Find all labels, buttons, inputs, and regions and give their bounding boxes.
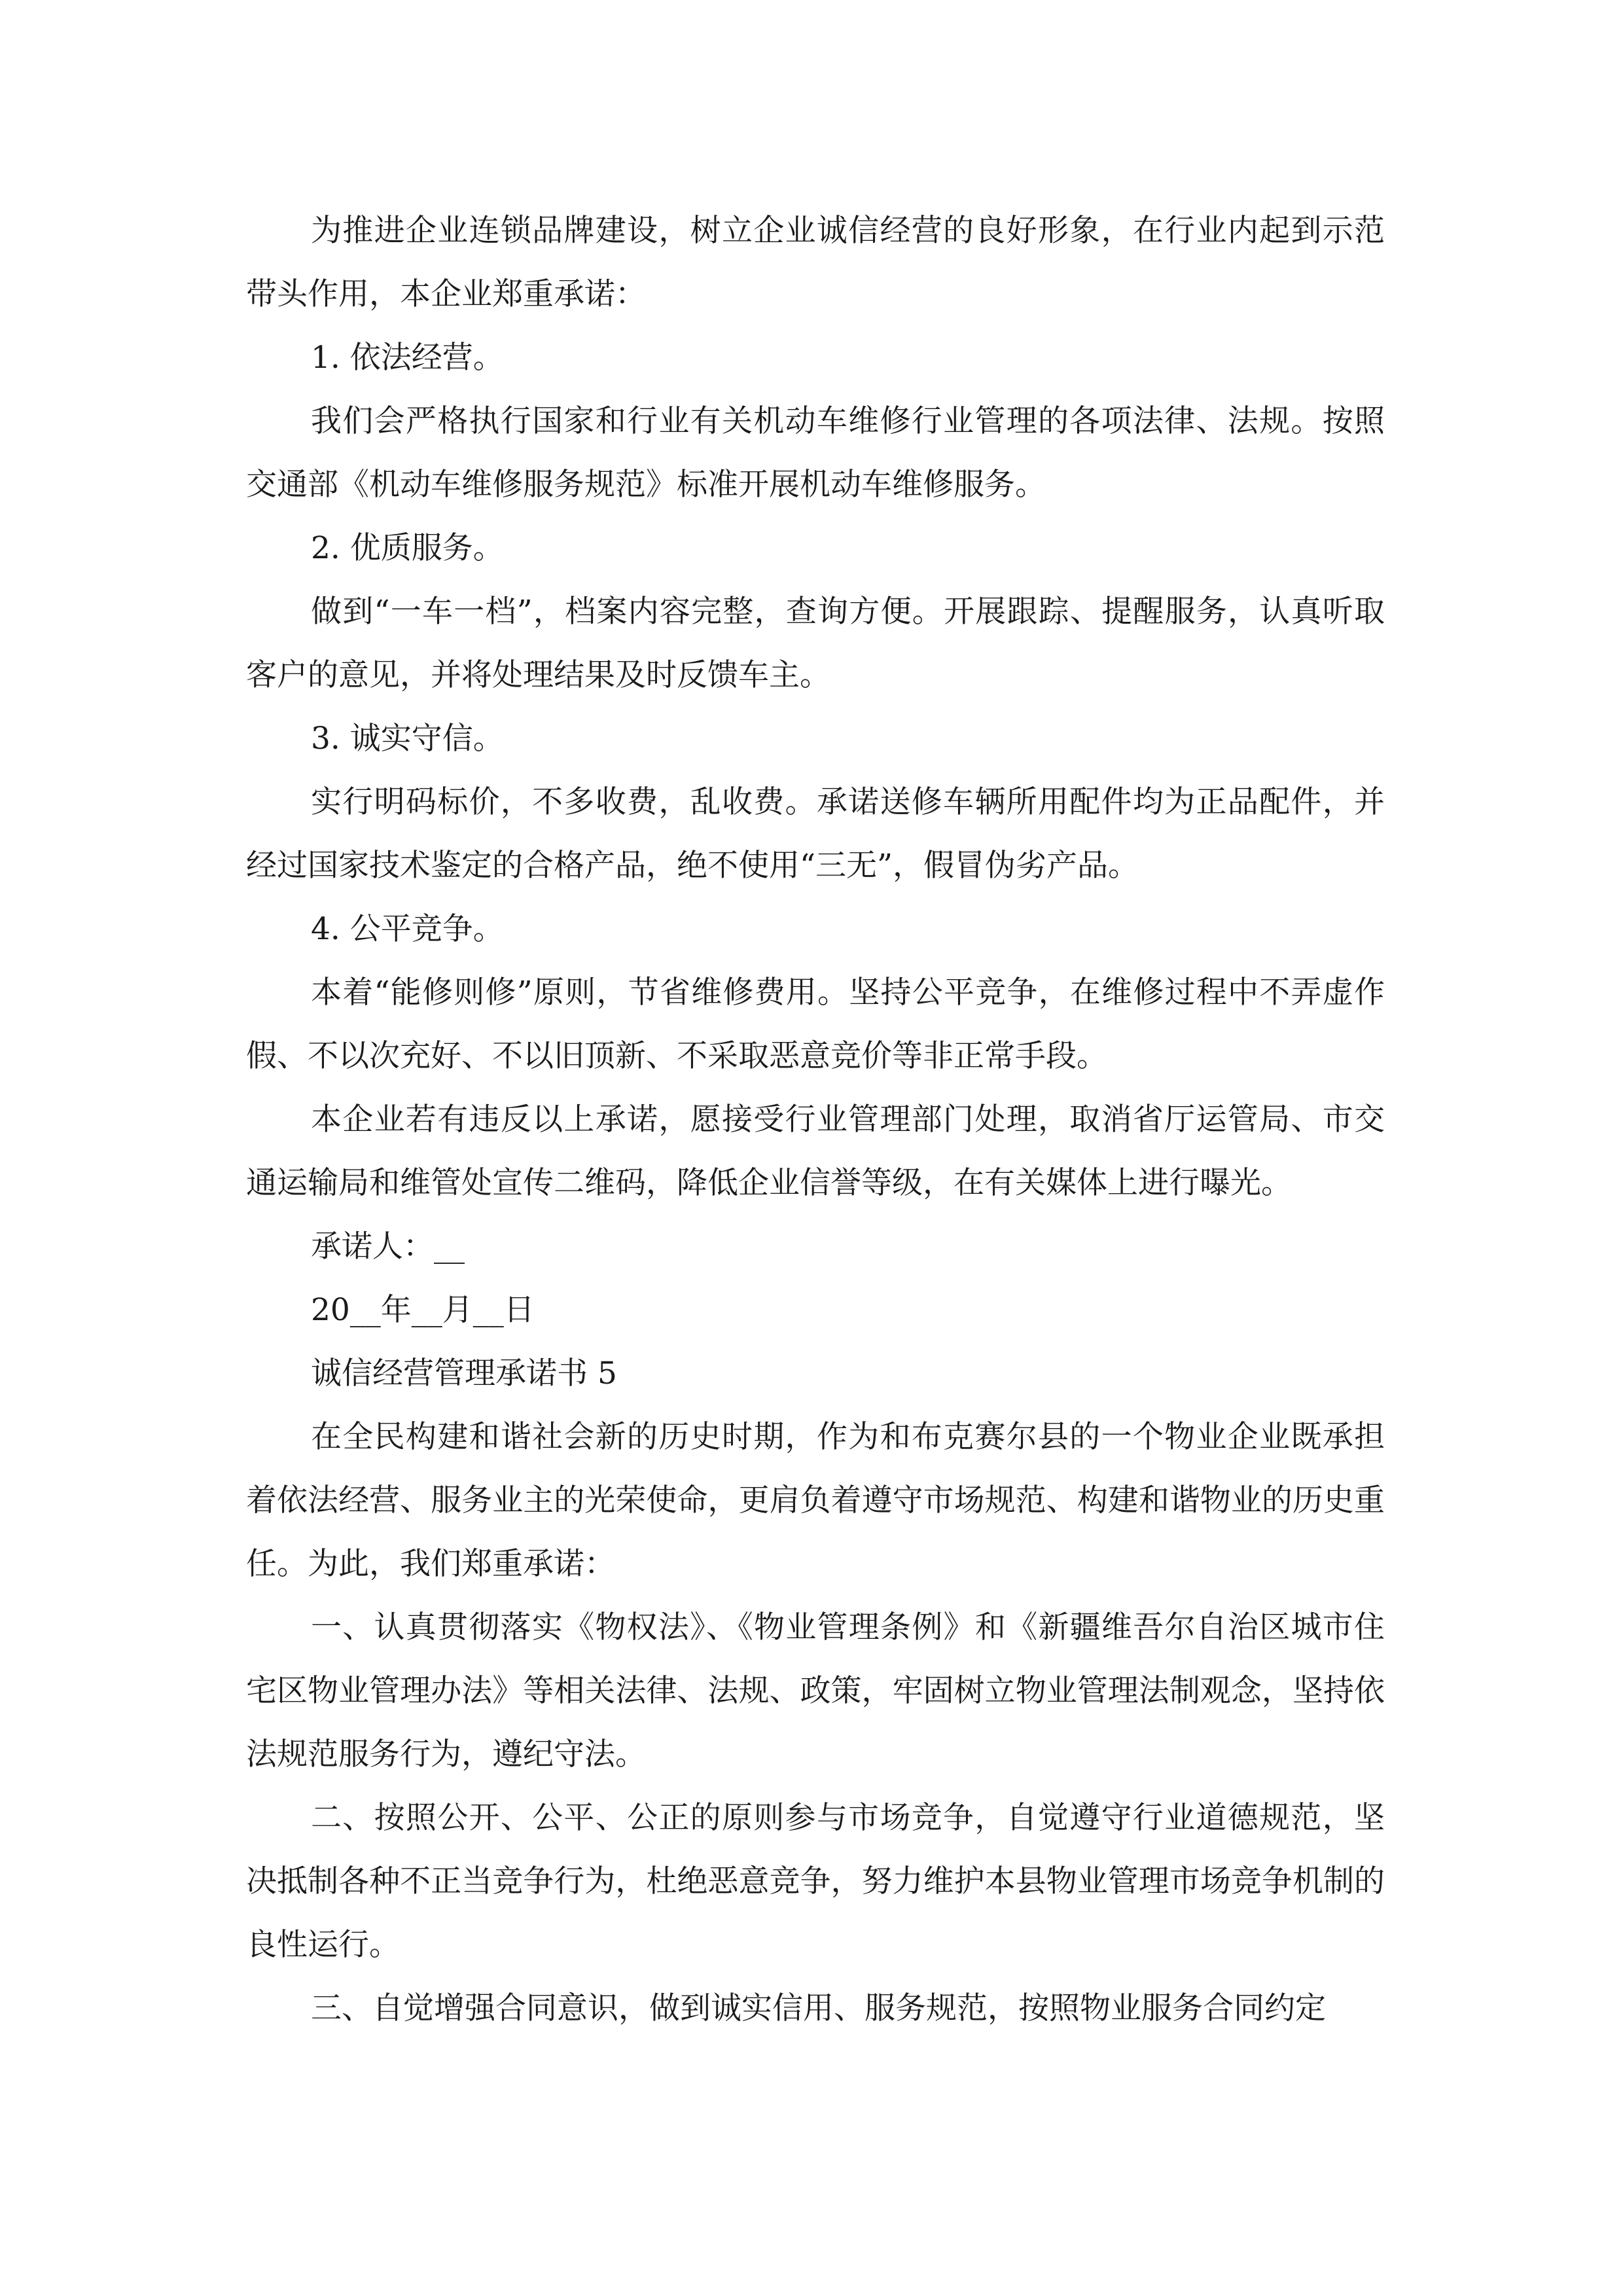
- section-title: 诚信经营管理承诺书 5: [311, 1355, 617, 1391]
- promisor-line: 承诺人：__: [311, 1229, 465, 1265]
- paragraph-intro: 为推进企业连锁品牌建设，树立企业诚信经营的良好形象，在行业内起到示范带头作用，本企业郑重承诺：: [246, 213, 1385, 312]
- paragraph-violation-clause: 本企业若有违反以上承诺，愿接受行业管理部门处理，取消省厅运管局、市交通运输局和维管处宣传二维码，降低企业信誉等级，在有关媒体上进行曝光。: [246, 1102, 1385, 1201]
- paragraph-honesty: 实行明码标价，不多收费，乱收费。承诺送修车辆所用配件均为正品配件，并经过国家技术鉴定的合格产品，绝不使用“三无”，假冒伪劣产品。: [246, 784, 1385, 884]
- heading-honesty: 3. 诚实守信。: [311, 721, 504, 757]
- paragraph-fair-competition: 本着“能修则修”原则，节省维修费用。坚持公平竞争，在维修过程中不弄虚作假、不以次充好、不以旧顶新、不采取恶意竞价等非正常手段。: [246, 975, 1385, 1074]
- paragraph-item-one: 一、认真贯彻落实《物权法》、《物业管理条例》和《新疆维吾尔自治区城市住宅区物业管理办法》等相关法律、法规、政策，牢固树立物业管理法制观念，坚持依法规范服务行为，遵纪守法。: [246, 1609, 1385, 1772]
- heading-lawful-operation: 1. 依法经营。: [311, 340, 504, 376]
- paragraph-section5-intro: 在全民构建和谐社会新的历史时期，作为和布克赛尔县的一个物业企业既承担着依法经营、服务业主的光荣使命，更肩负着遵守市场规范、构建和谐物业的历史重任。为此，我们郑重承诺：: [246, 1419, 1385, 1582]
- heading-quality-service: 2. 优质服务。: [311, 530, 504, 566]
- date-line: 20__年__月__日: [311, 1292, 535, 1328]
- paragraph-item-three: 三、自觉增强合同意识，做到诚实信用、服务规范，按照物业服务合同约定: [311, 1990, 1326, 2026]
- paragraph-quality-service: 做到“一车一档”，档案内容完整，查询方便。开展跟踪、提醒服务，认真听取客户的意见，并将处理结果及时反馈车主。: [246, 594, 1385, 693]
- heading-fair-competition: 4. 公平竞争。: [311, 911, 504, 947]
- paragraph-item-two: 二、按照公开、公平、公正的原则参与市场竞争，自觉遵守行业道德规范，坚决抵制各种不正当竞争行为，杜绝恶意竞争，努力维护本县物业管理市场竞争机制的良性运行。: [246, 1800, 1385, 1963]
- paragraph-lawful-operation: 我们会严格执行国家和行业有关机动车维修行业管理的各项法律、法规。按照交通部《机动车维修服务规范》标准开展机动车维修服务。: [246, 403, 1385, 503]
- document-body: [246, 199, 1385, 2040]
